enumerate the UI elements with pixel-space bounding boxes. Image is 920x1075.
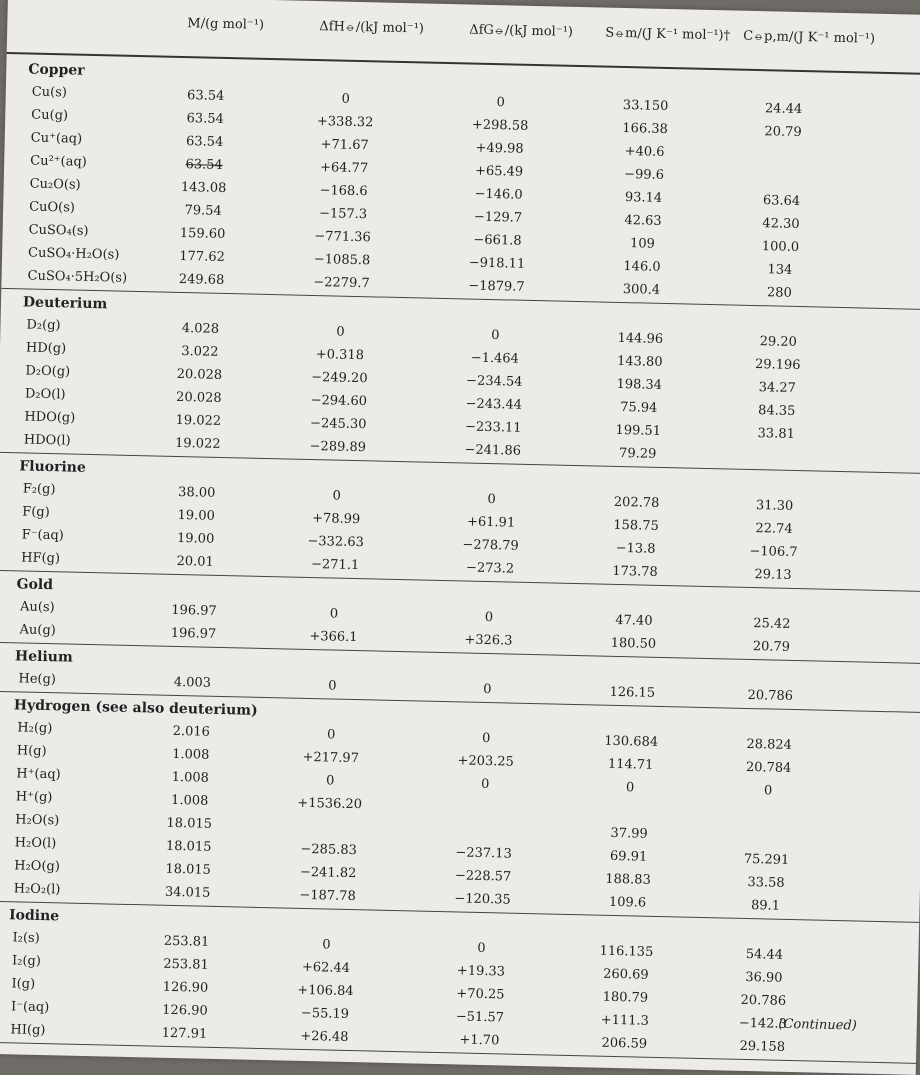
- entropy-cell: 114.71: [607, 756, 654, 773]
- entropy-cell: 143.80: [616, 353, 663, 370]
- group-title: Iodine: [8, 907, 60, 925]
- enthalpy-cell: 0: [329, 606, 339, 622]
- gibbs-cell: −146.0: [474, 186, 523, 203]
- gibbs-cell: +19.33: [456, 963, 506, 980]
- entropy-cell: 206.59: [601, 1035, 648, 1052]
- species-name: H₂O(g): [14, 858, 61, 875]
- enthalpy-cell: −285.83: [300, 841, 358, 859]
- entropy-cell: 146.0: [623, 259, 661, 275]
- entropy-cell: 109.6: [608, 894, 647, 911]
- species-name: H₂O(l): [14, 835, 57, 852]
- heat-capacity-cell: 89.1: [750, 898, 781, 914]
- heat-capacity-cell: 63.64: [762, 193, 801, 210]
- enthalpy-cell: −2279.7: [313, 275, 370, 292]
- entropy-cell: 33.150: [622, 97, 669, 115]
- gibbs-cell: −237.13: [455, 845, 512, 862]
- gibbs-cell: −1879.7: [468, 278, 525, 295]
- species-name: I(g): [11, 976, 36, 992]
- enthalpy-cell: −249.20: [311, 369, 368, 387]
- molar-mass-cell: 38.00: [177, 484, 216, 501]
- species-name: CuSO₄(s): [28, 222, 89, 239]
- gibbs-cell: −273.2: [465, 560, 515, 577]
- gibbs-cell: 0: [491, 328, 500, 344]
- molar-mass-cell: 249.68: [178, 271, 225, 288]
- molar-mass-cell: 196.97: [171, 602, 217, 619]
- enthalpy-cell: +1536.20: [297, 795, 363, 813]
- gibbs-cell: −129.7: [473, 209, 523, 226]
- molar-mass-cell: 63.54: [186, 88, 225, 104]
- entropy-cell: +40.6: [624, 144, 665, 160]
- group-title: Fluorine: [19, 458, 87, 476]
- molar-mass-cell: 20.028: [176, 366, 223, 383]
- heat-capacity-cell: 280: [766, 285, 792, 301]
- heat-capacity-cell: −142.3: [738, 1015, 788, 1032]
- gibbs-cell: −661.8: [473, 232, 522, 249]
- gibbs-cell: 0: [480, 776, 490, 793]
- molar-mass-cell: 18.015: [166, 815, 213, 832]
- heat-capacity-cell: 20.784: [745, 759, 792, 776]
- species-name: H⁺(aq): [16, 766, 61, 783]
- molar-mass-cell: 1.008: [171, 769, 210, 786]
- molar-mass-cell: 19.00: [177, 507, 215, 524]
- enthalpy-cell: +78.99: [311, 511, 361, 528]
- entropy-cell: 188.83: [605, 871, 651, 888]
- table-body: [0, 58, 920, 1066]
- heat-capacity-cell: 34.27: [758, 380, 797, 396]
- molar-mass-cell: 127.91: [161, 1025, 208, 1042]
- enthalpy-cell: +26.48: [300, 1028, 349, 1045]
- enthalpy-cell: −771.36: [314, 229, 371, 246]
- species-name: D₂(g): [26, 317, 61, 334]
- enthalpy-cell: +62.44: [301, 959, 351, 977]
- gibbs-cell: +70.25: [456, 986, 505, 1003]
- heat-capacity-cell: 20.79: [764, 124, 802, 141]
- species-name: HD(g): [25, 340, 67, 357]
- molar-mass-cell: 19.022: [174, 435, 221, 452]
- species-name: Cu²⁺(aq): [30, 153, 87, 170]
- species-name: I₂(g): [11, 953, 42, 969]
- enthalpy-cell: +366.1: [309, 629, 358, 646]
- group-title: Helium: [14, 648, 73, 666]
- entropy-cell: 42.63: [624, 213, 662, 229]
- molar-mass-cell: 126.90: [162, 1002, 208, 1019]
- group-title: Hydrogen (see also deuterium): [13, 697, 258, 719]
- enthalpy-cell: 0: [322, 937, 331, 953]
- heat-capacity-cell: 24.44: [764, 101, 803, 118]
- entropy-cell: 199.51: [615, 422, 662, 439]
- species-name: Cu(s): [31, 84, 68, 101]
- molar-mass-cell: 1.008: [170, 792, 209, 809]
- entropy-cell: 202.78: [613, 494, 660, 511]
- molar-mass-cell: 4.028: [181, 321, 220, 337]
- entropy-cell: 79.29: [618, 445, 657, 462]
- heat-capacity-cell: 22.74: [755, 521, 793, 537]
- gibbs-cell: +65.49: [474, 163, 524, 180]
- enthalpy-cell: 0: [336, 324, 345, 340]
- entropy-cell: 158.75: [613, 517, 660, 534]
- molar-mass-cell: 177.62: [179, 248, 225, 265]
- enthalpy-cell: −55.19: [300, 1005, 350, 1022]
- molar-mass-cell: 63.54: [186, 111, 224, 127]
- entropy-cell: 47.40: [615, 612, 653, 629]
- heat-capacity-cell: 0: [763, 783, 773, 799]
- molar-mass-cell: 3.022: [181, 344, 219, 360]
- species-name: H⁺(g): [15, 789, 53, 806]
- heat-capacity-cell: 20.786: [747, 687, 794, 704]
- molar-mass-cell: 79.54: [184, 203, 222, 219]
- enthalpy-cell: −168.6: [319, 183, 368, 200]
- gibbs-cell: +1.70: [459, 1032, 500, 1049]
- gibbs-cell: −120.35: [454, 891, 511, 908]
- entropy-cell: 109: [629, 236, 656, 252]
- gibbs-cell: −233.11: [464, 419, 522, 436]
- heat-capacity-cell: 42.30: [762, 216, 800, 233]
- molar-mass-cell: 19.022: [175, 412, 222, 429]
- gibbs-cell: −918.11: [468, 255, 526, 272]
- gibbs-cell: −278.79: [462, 537, 519, 554]
- enthalpy-cell: −332.63: [307, 533, 365, 551]
- species-name: H₂(g): [17, 720, 53, 737]
- molar-mass-cell: 20.01: [176, 553, 214, 570]
- heat-capacity-cell: 54.44: [745, 946, 784, 963]
- molar-mass-cell: 196.97: [170, 625, 217, 642]
- species-name: Au(s): [19, 599, 55, 616]
- gibbs-cell: −228.57: [454, 868, 512, 885]
- enthalpy-cell: 0: [341, 91, 351, 107]
- species-name: Cu⁺(aq): [30, 130, 83, 147]
- gibbs-cell: +61.91: [466, 514, 516, 531]
- heat-capacity-cell: 84.35: [757, 403, 796, 419]
- gibbs-cell: +203.25: [457, 753, 515, 770]
- enthalpy-cell: +0.318: [315, 347, 365, 364]
- group-title: Deuterium: [22, 294, 108, 313]
- enthalpy-cell: +106.84: [297, 982, 354, 1000]
- species-name: CuO(s): [29, 199, 76, 216]
- heat-capacity-cell: 20.786: [740, 992, 787, 1009]
- heat-capacity-cell: 31.30: [755, 498, 794, 514]
- species-name: Cu(g): [31, 107, 69, 124]
- entropy-cell: 37.99: [610, 825, 648, 842]
- enthalpy-cell: −289.89: [309, 438, 367, 456]
- molar-mass-cell: 2.016: [172, 723, 211, 740]
- enthalpy-cell: +64.77: [319, 160, 369, 177]
- entropy-cell: 144.96: [617, 330, 664, 347]
- molar-mass-cell: 63.54: [185, 157, 223, 173]
- species-name: H(g): [16, 743, 47, 760]
- molar-mass-cell: 18.015: [165, 838, 212, 855]
- molar-mass-cell: 253.81: [163, 956, 209, 973]
- gibbs-cell: −1.464: [470, 350, 520, 367]
- species-name: Au(g): [19, 622, 56, 639]
- header-molar-mass: M/(g mol⁻¹): [187, 16, 265, 33]
- gibbs-cell: −234.54: [465, 373, 523, 390]
- header-gibbs: ΔfG⦵/(kJ mol⁻¹): [469, 22, 574, 40]
- entropy-cell: −99.6: [623, 167, 665, 183]
- heat-capacity-cell: 36.90: [745, 969, 783, 986]
- enthalpy-cell: −187.78: [299, 887, 356, 905]
- heat-capacity-cell: 29.20: [759, 334, 798, 350]
- group-title: Gold: [16, 576, 54, 594]
- gibbs-cell: 0: [496, 95, 505, 111]
- enthalpy-cell: 0: [328, 678, 337, 694]
- enthalpy-cell: +217.97: [302, 749, 360, 767]
- enthalpy-cell: −1085.8: [313, 252, 371, 269]
- gibbs-cell: +326.3: [464, 632, 513, 649]
- species-name: I₂(s): [12, 930, 40, 946]
- entropy-cell: +111.3: [600, 1012, 650, 1029]
- heat-capacity-cell: 20.79: [752, 639, 791, 655]
- molar-mass-cell: 253.81: [163, 933, 210, 950]
- molar-mass-cell: 4.003: [173, 674, 212, 691]
- entropy-cell: 75.94: [619, 399, 658, 416]
- enthalpy-cell: −271.1: [310, 557, 360, 574]
- species-name: H₂O₂(l): [13, 881, 61, 898]
- gibbs-cell: −241.86: [464, 442, 522, 459]
- species-name: D₂O(l): [24, 386, 66, 403]
- species-name: F⁻(aq): [21, 527, 64, 544]
- species-name: H₂O(s): [15, 812, 60, 829]
- entropy-cell: 130.684: [604, 733, 659, 750]
- entropy-cell: 93.14: [624, 190, 663, 206]
- gibbs-cell: 0: [483, 681, 492, 698]
- species-name: HDO(g): [24, 409, 76, 426]
- entropy-cell: 0: [625, 780, 635, 796]
- enthalpy-cell: −294.60: [310, 392, 368, 410]
- molar-mass-cell: 34.015: [164, 884, 211, 901]
- heat-capacity-cell: 33.58: [747, 875, 785, 891]
- entropy-cell: 69.91: [609, 848, 648, 865]
- entropy-cell: 173.78: [612, 563, 658, 580]
- heat-capacity-cell: 25.42: [753, 616, 791, 632]
- entropy-cell: 198.34: [616, 376, 663, 393]
- gibbs-cell: 0: [481, 730, 491, 747]
- molar-mass-cell: 18.015: [165, 861, 212, 878]
- gibbs-cell: 0: [477, 940, 486, 957]
- entropy-cell: 166.38: [622, 120, 669, 138]
- species-name: HF(g): [21, 550, 61, 567]
- molar-mass-cell: 159.60: [179, 225, 226, 242]
- heat-capacity-cell: 28.824: [746, 736, 793, 753]
- molar-mass-cell: 1.008: [172, 746, 210, 763]
- entropy-cell: −13.8: [615, 540, 656, 557]
- entropy-cell: 116.135: [599, 943, 654, 960]
- entropy-cell: 300.4: [622, 282, 661, 298]
- entropy-cell: 180.50: [610, 635, 657, 652]
- entropy-cell: 180.79: [602, 989, 649, 1006]
- heat-capacity-cell: 29.13: [754, 567, 792, 583]
- molar-mass-cell: 143.08: [180, 179, 227, 197]
- species-name: HDO(l): [23, 432, 71, 449]
- gibbs-cell: 0: [484, 609, 494, 626]
- gibbs-cell: −243.44: [465, 396, 523, 413]
- enthalpy-cell: 0: [326, 727, 336, 743]
- heat-capacity-cell: 100.0: [761, 239, 800, 256]
- species-name: CuSO₄·5H₂O(s): [27, 268, 128, 286]
- species-name: CuSO₄·H₂O(s): [27, 245, 120, 263]
- enthalpy-cell: +338.32: [316, 114, 374, 131]
- species-name: He(g): [18, 671, 57, 688]
- species-name: Cu₂O(s): [29, 176, 81, 193]
- molar-mass-cell: 20.028: [175, 389, 222, 406]
- heat-capacity-cell: 134: [767, 262, 793, 278]
- gibbs-cell: +298.58: [471, 117, 529, 134]
- molar-mass-cell: 126.90: [162, 979, 209, 996]
- heat-capacity-cell: 75.291: [743, 851, 790, 868]
- species-name: F₂(g): [22, 481, 56, 498]
- heat-capacity-cell: −106.7: [749, 543, 798, 561]
- enthalpy-cell: −157.3: [318, 206, 368, 223]
- species-name: I⁻(aq): [10, 999, 50, 1016]
- species-name: D₂O(g): [25, 363, 71, 380]
- header-enthalpy: ΔfH⦵/(kJ mol⁻¹): [319, 19, 425, 37]
- enthalpy-cell: −241.82: [299, 864, 357, 882]
- heat-capacity-cell: 33.81: [757, 426, 795, 442]
- header-entropy: S⦵m/(J K⁻¹ mol⁻¹)†: [605, 25, 731, 44]
- gibbs-cell: +49.98: [475, 140, 524, 157]
- group-title: Copper: [28, 61, 85, 79]
- enthalpy-cell: 0: [332, 488, 342, 504]
- enthalpy-cell: 0: [325, 773, 335, 789]
- molar-mass-cell: 19.00: [176, 530, 215, 547]
- enthalpy-cell: +71.67: [320, 137, 369, 154]
- species-name: F(g): [22, 504, 50, 521]
- enthalpy-cell: −245.30: [309, 415, 367, 433]
- entropy-cell: 260.69: [602, 966, 649, 983]
- heat-capacity-cell: 29.158: [739, 1038, 786, 1055]
- heat-capacity-cell: 29.196: [754, 357, 801, 374]
- header-heat-capacity: C⦵p,m/(J K⁻¹ mol⁻¹): [743, 28, 876, 47]
- gibbs-cell: −51.57: [455, 1009, 505, 1026]
- entropy-cell: 126.15: [609, 684, 656, 701]
- continued-note: (Continued): [778, 1016, 857, 1034]
- gibbs-cell: 0: [487, 492, 496, 508]
- molar-mass-cell: 63.54: [185, 134, 224, 150]
- species-name: HI(g): [10, 1022, 46, 1039]
